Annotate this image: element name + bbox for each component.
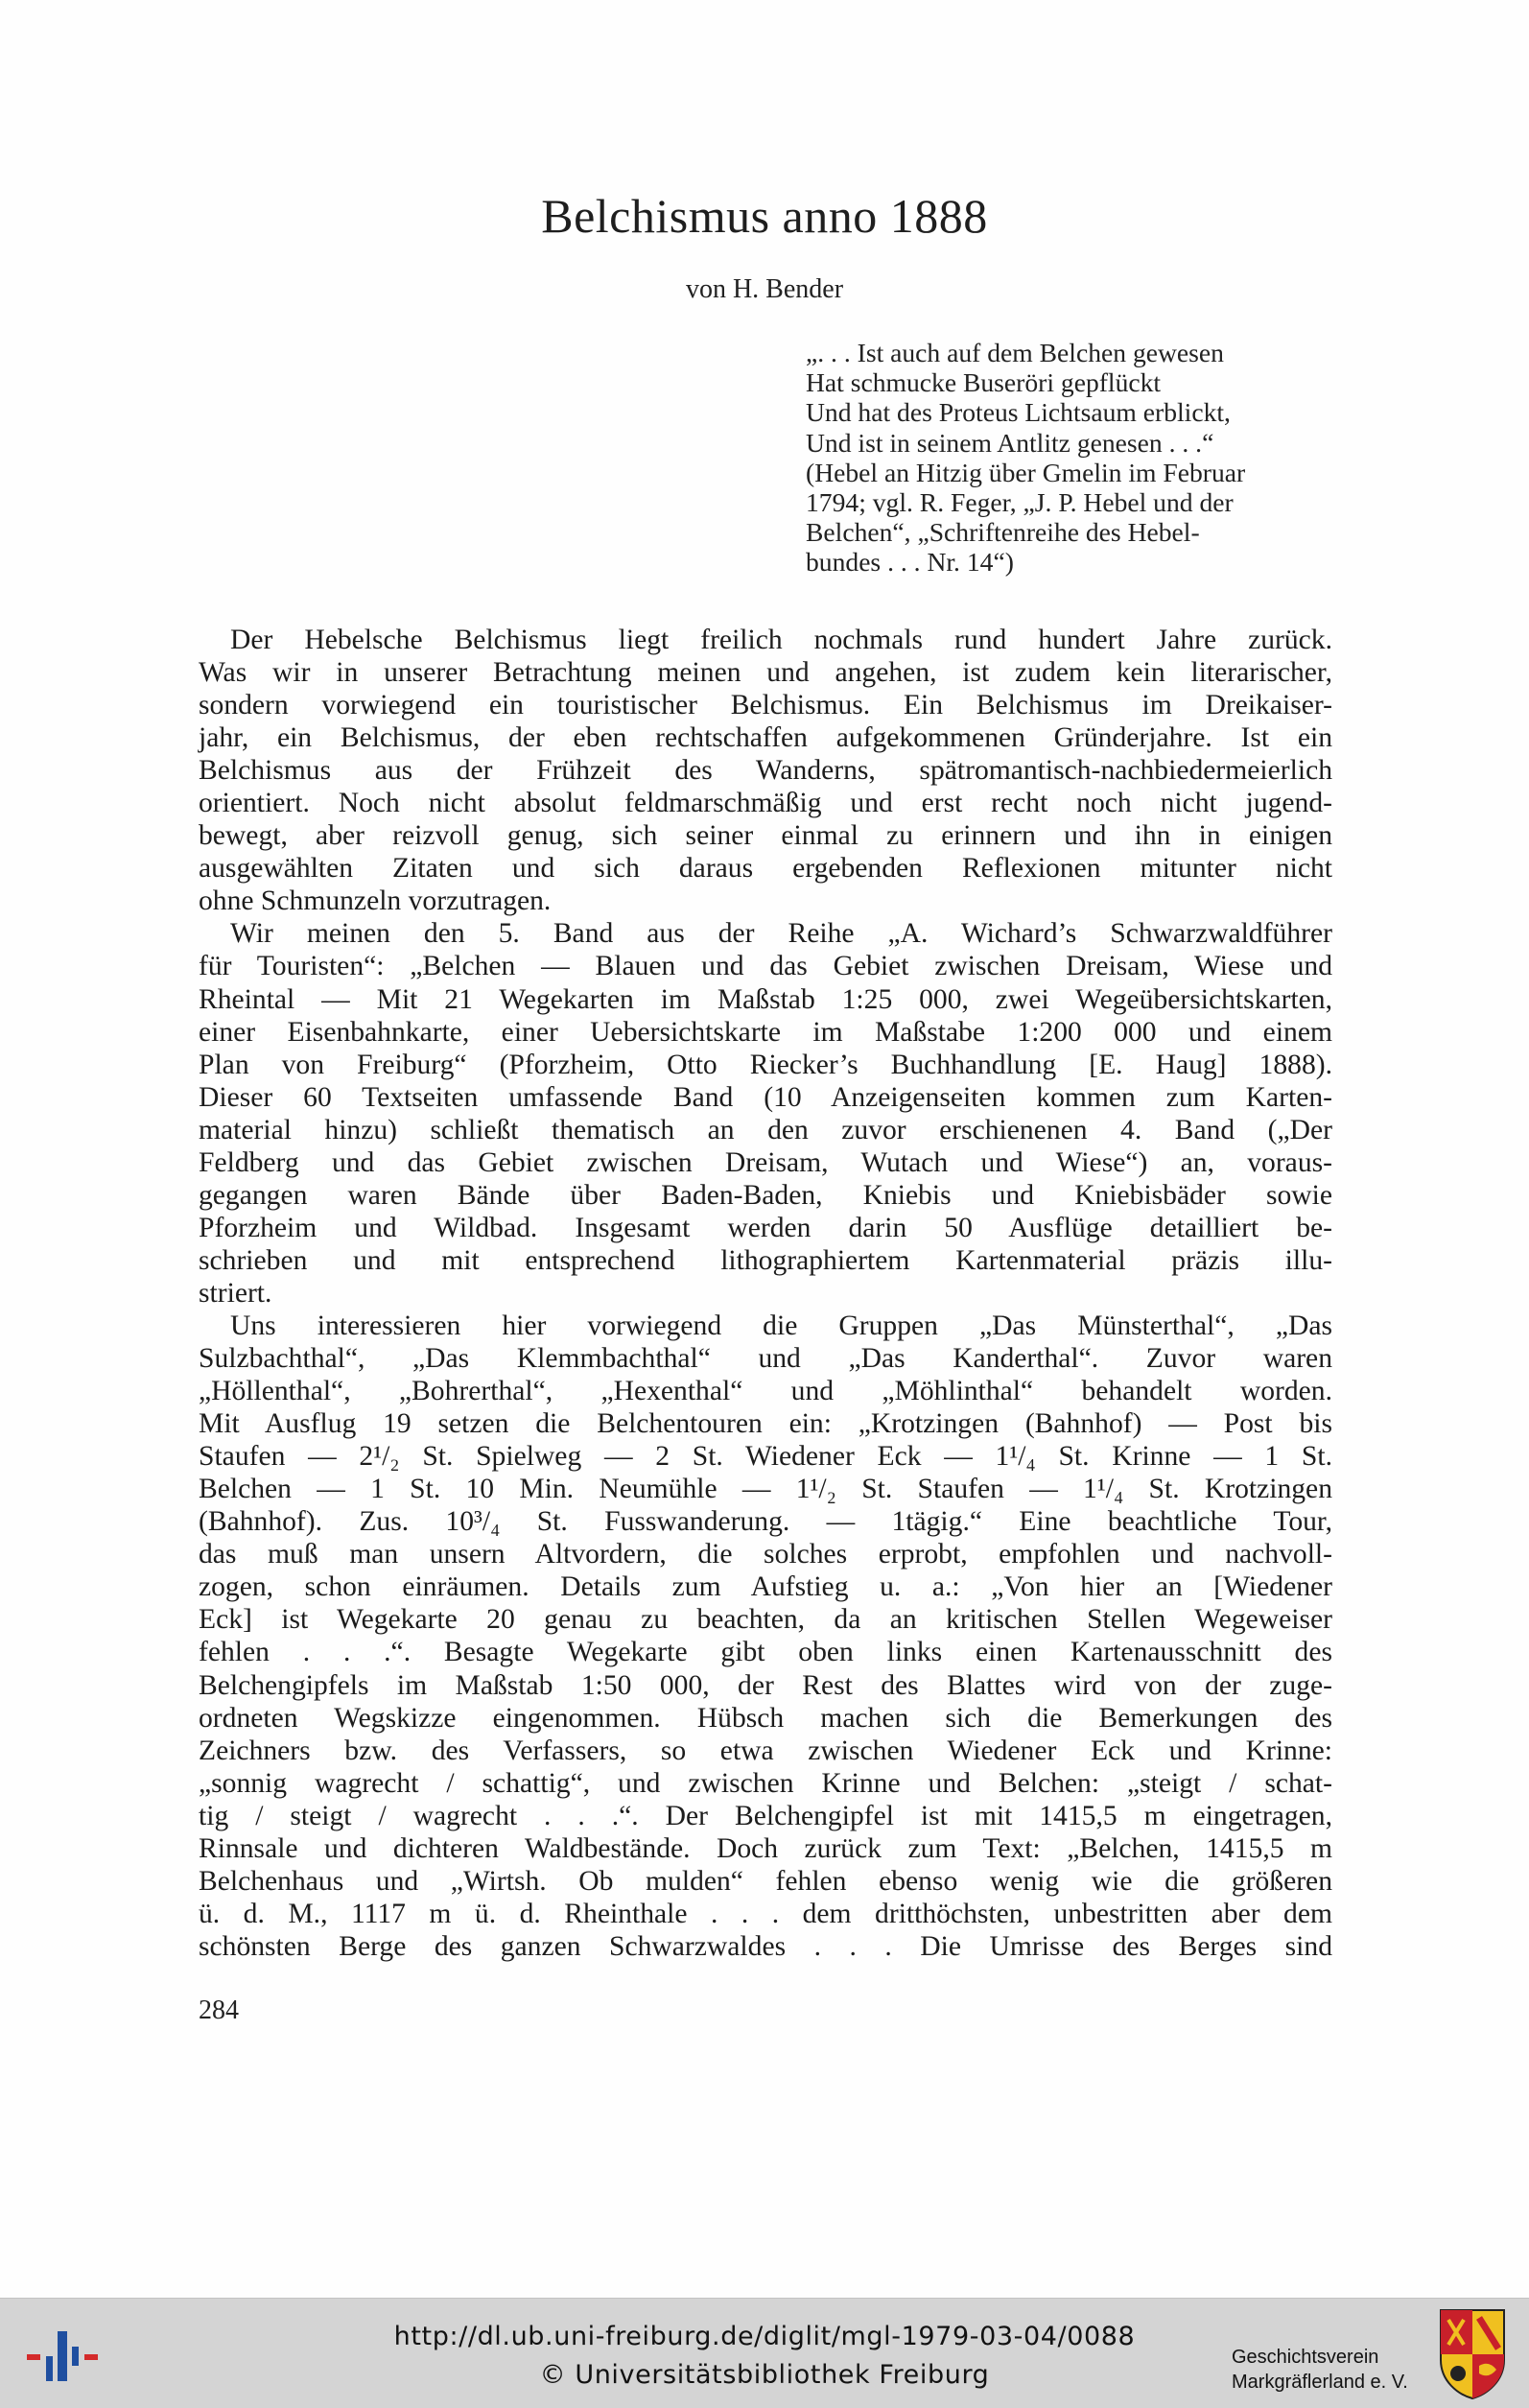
body-line: Uns interessieren hier vorwiegend die Gruppen „Das Münsterthal“, „Das bbox=[230, 1310, 1332, 1341]
body-line: orientiert. Noch nicht absolut feldmarschmäßig und erst recht noch nicht jugend- bbox=[199, 788, 1332, 819]
body-line: einer Eisenbahnkarte, einer Uebersichtskarte im Maßstabe 1:200 000 und einem bbox=[199, 1016, 1332, 1048]
article-body bbox=[199, 624, 1332, 1963]
body-line: striert. bbox=[199, 1277, 272, 1309]
body-line: zogen, schon einräumen. Details zum Aufstieg u. a.: „Von hier an [Wiedener bbox=[199, 1571, 1332, 1603]
body-line: Plan von Freiburg“ (Pforzheim, Otto Riecker’s Buchhandlung [E. Haug] 1888). bbox=[199, 1049, 1332, 1080]
body-line: für Touristen“: „Belchen — Blauen und das Gebiet zwischen Dreisam, Wiese und bbox=[199, 951, 1332, 982]
epigraph-quote bbox=[806, 338, 1333, 578]
body-line: Belchismus aus der Frühzeit des Wanderns, spätromantisch-nachbiedermeierlich bbox=[199, 755, 1332, 787]
body-line: ausgewählten Zitaten und sich daraus ergebenden Reflexionen mitunter nicht bbox=[199, 853, 1332, 885]
body-line: Der Hebelsche Belchismus liegt freilich nochmals rund hundert Jahre zurück. bbox=[230, 625, 1332, 655]
body-line: Wir meinen den 5. Band aus der Reihe „A. Wichard’s Schwarzwaldführer bbox=[230, 918, 1332, 950]
body-line: Staufen — 2¹/₂ St. Spielweg — 2 St. Wiedener Eck — 1¹/₄ St. Krinne — 1 St. bbox=[199, 1441, 1332, 1473]
epigraph-line: 1794; vgl. R. Feger, „J. P. Hebel und der bbox=[806, 487, 1234, 518]
permalink-url[interactable]: http://dl.ub.uni-freiburg.de/diglit/mgl-1979-03-04/0088 bbox=[393, 2322, 1136, 2351]
body-line: Dieser 60 Textseiten umfassende Band (10 Anzeigenseiten kommen zum Karten- bbox=[199, 1081, 1332, 1113]
society-name bbox=[1232, 2345, 1408, 2395]
body-line: Pforzheim und Wildbad. Insgesamt werden darin 50 Ausflüge detailliert be- bbox=[199, 1212, 1332, 1243]
body-line: Belchenhaus und „Wirtsh. Ob mulden“ fehlen ebenso wenig wie die größeren bbox=[199, 1865, 1332, 1897]
body-line: Was wir in unserer Betrachtung meinen und angehen, ist zudem kein literarischer, bbox=[199, 657, 1332, 689]
body-line: Zeichners bzw. des Verfassers, so etwa zwischen Wiedener Eck und Krinne: bbox=[199, 1735, 1332, 1766]
epigraph-line: Und hat des Proteus Lichtsaum erblickt, bbox=[806, 397, 1231, 428]
article-title: Belchismus anno 1888 bbox=[541, 189, 988, 243]
body-line: Eck] ist Wegekarte 20 genau zu beachten, da an kritischen Stellen Wegeweiser bbox=[199, 1604, 1332, 1636]
body-line: sondern vorwiegend ein touristischer Belchismus. Ein Belchismus im Dreikaiser- bbox=[199, 690, 1332, 721]
footer-bar bbox=[0, 2298, 1529, 2408]
body-line: „sonnig wagrecht / schattig“, und zwischen Krinne und Belchen: „steigt / schat- bbox=[199, 1767, 1332, 1799]
body-line: das muß man unsern Altvordern, die solches erprobt, empfohlen und nachvoll- bbox=[199, 1539, 1332, 1570]
epigraph-line: (Hebel an Hitzig über Gmelin im Februar bbox=[806, 457, 1246, 487]
society-name-line-1: Geschichtsverein bbox=[1232, 2347, 1379, 2368]
body-line: ohne Schmunzeln vorzutragen. bbox=[199, 885, 552, 917]
epigraph-line: Hat schmucke Buseröri gepflückt bbox=[806, 367, 1162, 398]
society-name-line-2: Markgräflerland e. V. bbox=[1232, 2372, 1408, 2393]
body-line: tig / steigt / wagrecht . . .“. Der Belchengipfel ist mit 1415,5 m eingetragen, bbox=[199, 1800, 1332, 1831]
body-line: Rheintal — Mit 21 Wegekarten im Maßstab 1:25 000, zwei Wegeübersichtskarten, bbox=[199, 983, 1332, 1015]
body-line: Belchengipfels im Maßstab 1:50 000, der Rest des Blattes wird von der zuge- bbox=[199, 1669, 1332, 1701]
epigraph-line: Belchen“, „Schriftenreihe des Hebel- bbox=[806, 517, 1200, 548]
body-line: (Bahnhof). Zus. 10³/₄ St. Fusswanderung. — 1tägig.“ Eine beachtliche Tour, bbox=[199, 1506, 1332, 1538]
body-line: „Höllenthal“, „Bohrerthal“, „Hexenthal“ und „Möhlinthal“ behandelt worden. bbox=[199, 1376, 1332, 1407]
body-line: schrieben und mit entsprechend lithographiertem Kartenmaterial präzis illu- bbox=[199, 1244, 1332, 1276]
body-line: Sulzbachthal“, „Das Klemmbachthal“ und „Das Kanderthal“. Zuvor waren bbox=[199, 1343, 1332, 1375]
coat-of-arms-icon bbox=[1437, 2306, 1508, 2400]
article-byline: von H. Bender bbox=[685, 274, 844, 304]
body-line: ü. d. M., 1117 m ü. d. Rheinthale . . . dem dritthöchsten, unbestritten aber dem bbox=[199, 1898, 1332, 1929]
body-line: Belchen — 1 St. 10 Min. Neumühle — 1¹/₂ St. Staufen — 1¹/₄ St. Krotzingen bbox=[199, 1474, 1332, 1505]
epigraph-line: Und ist in seinem Antlitz genesen . . .“ bbox=[806, 427, 1214, 458]
page-number: 284 bbox=[199, 1995, 239, 2025]
body-line: Feldberg und das Gebiet zwischen Dreisam, Wutach und Wiese“) an, voraus- bbox=[199, 1146, 1332, 1178]
body-line: bewegt, aber reizvoll genug, sich seiner einmal zu erinnern und ihn in einigen bbox=[199, 820, 1332, 852]
body-line: Mit Ausflug 19 setzen die Belchentouren ein: „Krotzingen (Bahnhof) — Post bis bbox=[199, 1408, 1332, 1440]
body-line: ordneten Wegskizze eingenommen. Hübsch machen sich die Bemerkungen des bbox=[199, 1702, 1332, 1734]
body-line: jahr, ein Belchismus, der eben rechtschaffen aufgekommenen Gründerjahre. Ist ein bbox=[199, 722, 1332, 754]
body-line: schönsten Berge des ganzen Schwarzwaldes . . . Die Umrisse des Berges sind bbox=[199, 1930, 1332, 1962]
body-line: material hinzu) schließt thematisch an den zuvor erschienenen 4. Band („Der bbox=[199, 1114, 1332, 1145]
epigraph-line: „. . . Ist auch auf dem Belchen gewesen bbox=[806, 338, 1224, 367]
copyright-notice: © Universitätsbibliothek Freiburg bbox=[539, 2360, 990, 2390]
body-line: gegangen waren Bände über Baden-Baden, Kniebis und Kniebisbäder sowie bbox=[199, 1179, 1332, 1211]
epigraph-line: bundes . . . Nr. 14“) bbox=[806, 547, 1014, 578]
body-line: fehlen . . .“. Besagte Wegekarte gibt oben links einen Kartenausschnitt des bbox=[199, 1637, 1332, 1668]
body-line: Rinnsale und dichteren Waldbestände. Doch zurück zum Text: „Belchen, 1415,5 m bbox=[199, 1832, 1332, 1864]
